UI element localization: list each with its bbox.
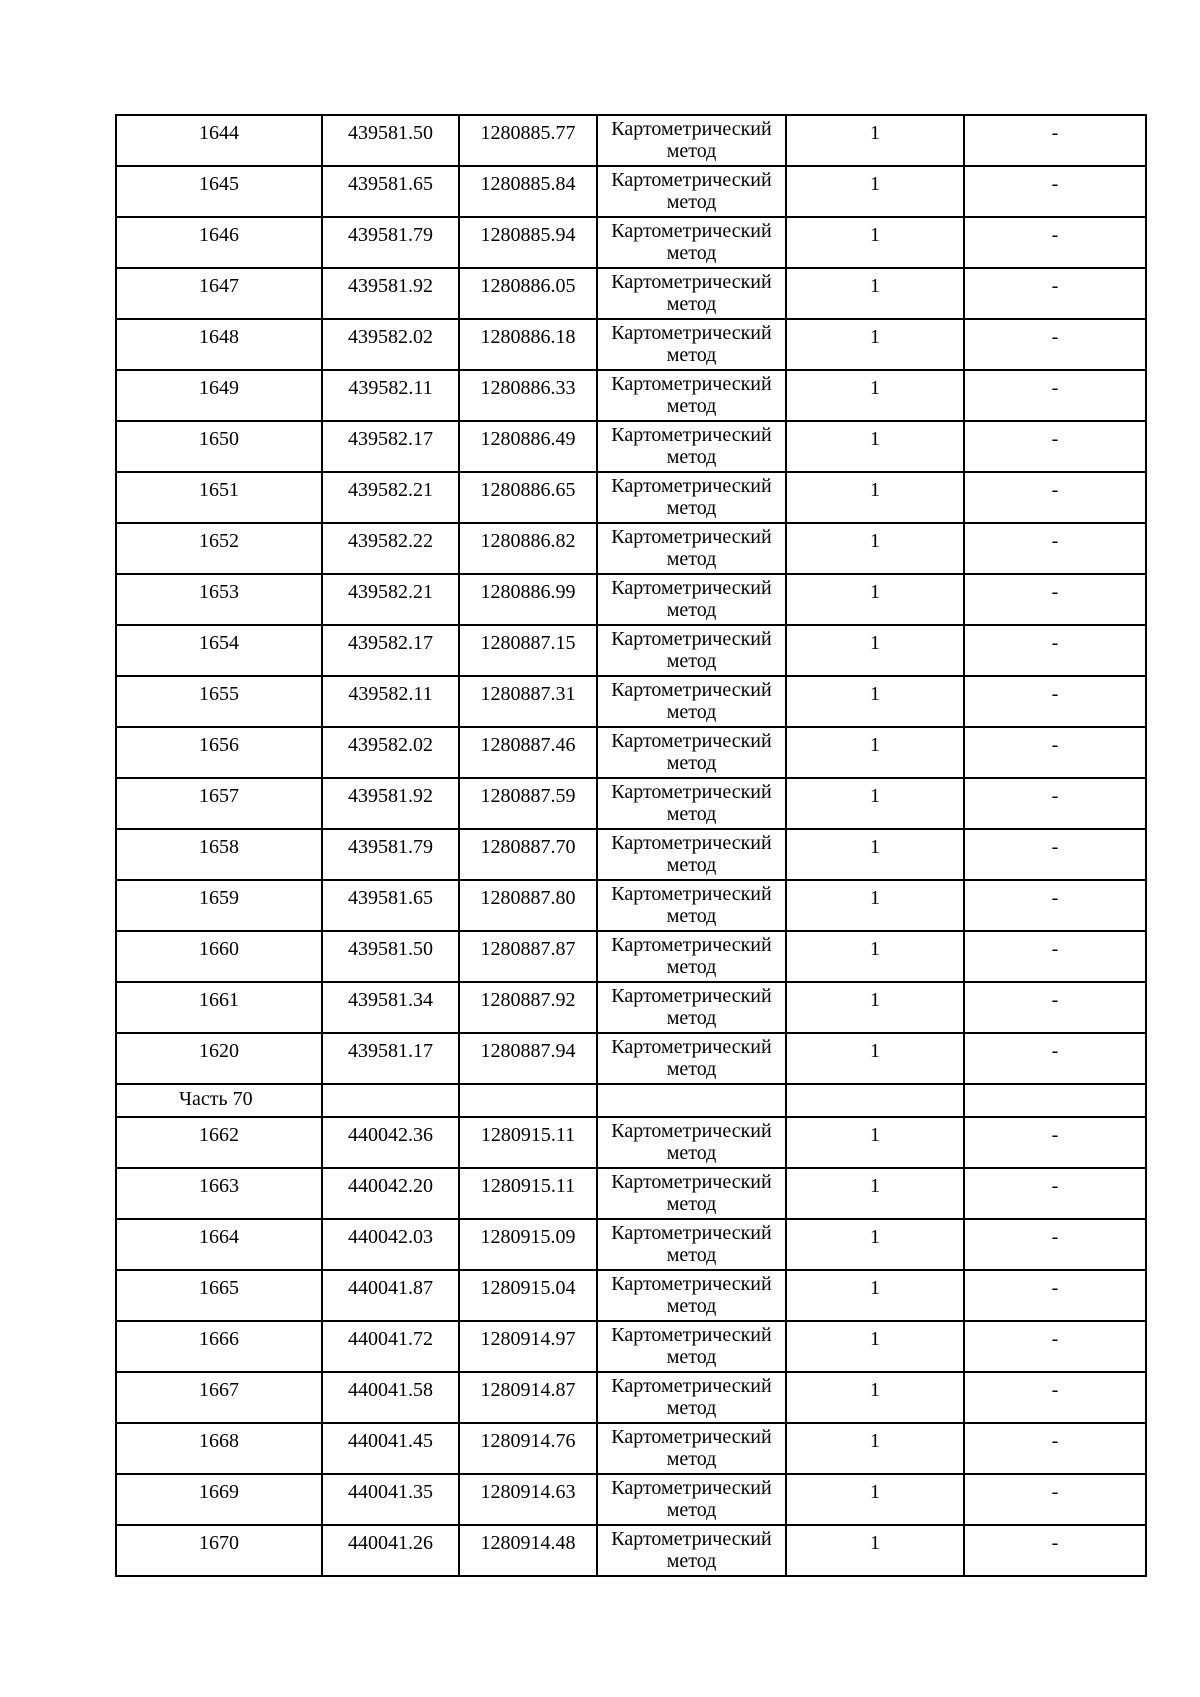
y-coordinate: 1280914.97 [459, 1321, 597, 1372]
method-line2: метод [666, 1193, 717, 1215]
accuracy-value: 1 [786, 268, 964, 319]
note-value: - [964, 421, 1146, 472]
table-row [116, 523, 1146, 574]
method-cell [597, 727, 786, 778]
method-cell [597, 319, 786, 370]
x-coordinate: 440042.03 [322, 1219, 459, 1270]
point-number: 1667 [116, 1372, 322, 1423]
x-coordinate: 439582.17 [322, 421, 459, 472]
method-line1: Картометрический [611, 271, 772, 293]
method-line1: Картометрический [611, 526, 772, 548]
table-row [116, 1321, 1146, 1372]
y-coordinate: 1280885.84 [459, 166, 597, 217]
method-cell [597, 523, 786, 574]
y-coordinate: 1280915.11 [459, 1168, 597, 1219]
method-line2: метод [666, 1448, 717, 1470]
method-cell [597, 625, 786, 676]
empty-cell [964, 1084, 1146, 1117]
accuracy-value: 1 [786, 115, 964, 166]
table-row [116, 1423, 1146, 1474]
accuracy-value: 1 [786, 1270, 964, 1321]
table-row [116, 1372, 1146, 1423]
y-coordinate: 1280914.87 [459, 1372, 597, 1423]
method-line1: Картометрический [611, 424, 772, 446]
method-line1: Картометрический [611, 985, 772, 1007]
note-value: - [964, 1168, 1146, 1219]
table-row [116, 1033, 1146, 1084]
accuracy-value: 1 [786, 1321, 964, 1372]
note-value: - [964, 217, 1146, 268]
method-cell [597, 1321, 786, 1372]
point-number: 1646 [116, 217, 322, 268]
method-cell [597, 421, 786, 472]
point-number: 1668 [116, 1423, 322, 1474]
method-cell [597, 574, 786, 625]
table-row [116, 625, 1146, 676]
method-cell [597, 1423, 786, 1474]
accuracy-value: 1 [786, 421, 964, 472]
note-value: - [964, 727, 1146, 778]
accuracy-value: 1 [786, 880, 964, 931]
method-cell [597, 778, 786, 829]
method-cell [597, 1033, 786, 1084]
table-row [116, 1474, 1146, 1525]
method-cell [597, 1219, 786, 1270]
table-row [116, 727, 1146, 778]
x-coordinate: 439582.02 [322, 319, 459, 370]
method-cell [597, 217, 786, 268]
method-line2: метод [666, 395, 717, 417]
method-line1: Картометрический [611, 832, 772, 854]
accuracy-value: 1 [786, 370, 964, 421]
y-coordinate: 1280914.63 [459, 1474, 597, 1525]
table-row [116, 1117, 1146, 1168]
table-row [116, 931, 1146, 982]
note-value: - [964, 1117, 1146, 1168]
method-cell [597, 472, 786, 523]
table-row [116, 1270, 1146, 1321]
table-row [116, 370, 1146, 421]
note-value: - [964, 1270, 1146, 1321]
method-line1: Картометрический [611, 475, 772, 497]
point-number: 1669 [116, 1474, 322, 1525]
note-value: - [964, 982, 1146, 1033]
y-coordinate: 1280886.82 [459, 523, 597, 574]
note-value: - [964, 370, 1146, 421]
accuracy-value: 1 [786, 931, 964, 982]
note-value: - [964, 931, 1146, 982]
accuracy-value: 1 [786, 1372, 964, 1423]
note-value: - [964, 625, 1146, 676]
table-row [116, 319, 1146, 370]
note-value: - [964, 1423, 1146, 1474]
part-header-row [116, 1084, 1146, 1117]
table-row [116, 421, 1146, 472]
empty-cell [597, 1084, 786, 1117]
method-cell [597, 676, 786, 727]
note-value: - [964, 319, 1146, 370]
method-line1: Картометрический [611, 1273, 772, 1295]
y-coordinate: 1280915.04 [459, 1270, 597, 1321]
x-coordinate: 440041.26 [322, 1525, 459, 1576]
method-line2: метод [666, 497, 717, 519]
point-number: 1659 [116, 880, 322, 931]
method-line1: Картометрический [611, 373, 772, 395]
method-line1: Картометрический [611, 1222, 772, 1244]
x-coordinate: 439582.21 [322, 574, 459, 625]
x-coordinate: 439581.65 [322, 166, 459, 217]
method-line2: метод [666, 1244, 717, 1266]
method-line2: метод [666, 1058, 717, 1080]
accuracy-value: 1 [786, 982, 964, 1033]
method-line1: Картометрический [611, 169, 772, 191]
point-number: 1663 [116, 1168, 322, 1219]
table-row [116, 829, 1146, 880]
table-row [116, 676, 1146, 727]
table-row [116, 268, 1146, 319]
accuracy-value: 1 [786, 727, 964, 778]
method-line1: Картометрический [611, 1426, 772, 1448]
y-coordinate: 1280886.65 [459, 472, 597, 523]
method-line2: метод [666, 344, 717, 366]
method-line2: метод [666, 293, 717, 315]
accuracy-value: 1 [786, 625, 964, 676]
point-number: 1645 [116, 166, 322, 217]
method-line1: Картометрический [611, 577, 772, 599]
point-number: 1652 [116, 523, 322, 574]
x-coordinate: 440041.35 [322, 1474, 459, 1525]
table-row [116, 166, 1146, 217]
accuracy-value: 1 [786, 574, 964, 625]
method-line1: Картометрический [611, 628, 772, 650]
method-line2: метод [666, 599, 717, 621]
point-number: 1647 [116, 268, 322, 319]
y-coordinate: 1280886.33 [459, 370, 597, 421]
method-line1: Картометрический [611, 781, 772, 803]
y-coordinate: 1280887.70 [459, 829, 597, 880]
method-line2: метод [666, 1007, 717, 1029]
note-value: - [964, 1372, 1146, 1423]
y-coordinate: 1280915.11 [459, 1117, 597, 1168]
table-row [116, 217, 1146, 268]
method-line2: метод [666, 752, 717, 774]
note-value: - [964, 880, 1146, 931]
note-value: - [964, 829, 1146, 880]
x-coordinate: 439582.02 [322, 727, 459, 778]
table-row [116, 778, 1146, 829]
method-cell [597, 931, 786, 982]
table-row [116, 115, 1146, 166]
y-coordinate: 1280887.80 [459, 880, 597, 931]
note-value: - [964, 472, 1146, 523]
table-row [116, 1219, 1146, 1270]
accuracy-value: 1 [786, 1474, 964, 1525]
method-line1: Картометрический [611, 220, 772, 242]
x-coordinate: 439581.34 [322, 982, 459, 1033]
accuracy-value: 1 [786, 1117, 964, 1168]
x-coordinate: 439582.22 [322, 523, 459, 574]
accuracy-value: 1 [786, 523, 964, 574]
method-line2: метод [666, 1295, 717, 1317]
y-coordinate: 1280887.15 [459, 625, 597, 676]
method-cell [597, 1168, 786, 1219]
point-number: 1648 [116, 319, 322, 370]
method-line2: метод [666, 1346, 717, 1368]
x-coordinate: 439581.65 [322, 880, 459, 931]
method-line1: Картометрический [611, 1324, 772, 1346]
point-number: 1664 [116, 1219, 322, 1270]
method-cell [597, 829, 786, 880]
method-line1: Картометрический [611, 934, 772, 956]
x-coordinate: 439581.50 [322, 931, 459, 982]
table-row [116, 1525, 1146, 1576]
note-value: - [964, 778, 1146, 829]
method-line2: метод [666, 701, 717, 723]
point-number: 1658 [116, 829, 322, 880]
method-cell [597, 1474, 786, 1525]
note-value: - [964, 1033, 1146, 1084]
y-coordinate: 1280914.48 [459, 1525, 597, 1576]
y-coordinate: 1280887.46 [459, 727, 597, 778]
table-row [116, 982, 1146, 1033]
accuracy-value: 1 [786, 778, 964, 829]
y-coordinate: 1280887.31 [459, 676, 597, 727]
note-value: - [964, 1474, 1146, 1525]
method-line2: метод [666, 905, 717, 927]
method-line2: метод [666, 548, 717, 570]
y-coordinate: 1280886.49 [459, 421, 597, 472]
accuracy-value: 1 [786, 1423, 964, 1474]
point-number: 1670 [116, 1525, 322, 1576]
point-number: 1649 [116, 370, 322, 421]
point-number: 1653 [116, 574, 322, 625]
accuracy-value: 1 [786, 829, 964, 880]
accuracy-value: 1 [786, 472, 964, 523]
method-line1: Картометрический [611, 730, 772, 752]
point-number: 1666 [116, 1321, 322, 1372]
y-coordinate: 1280886.18 [459, 319, 597, 370]
y-coordinate: 1280886.99 [459, 574, 597, 625]
note-value: - [964, 1321, 1146, 1372]
accuracy-value: 1 [786, 166, 964, 217]
method-line2: метод [666, 1550, 717, 1572]
note-value: - [964, 1219, 1146, 1270]
x-coordinate: 439582.11 [322, 676, 459, 727]
y-coordinate: 1280886.05 [459, 268, 597, 319]
method-line1: Картометрический [611, 1477, 772, 1499]
x-coordinate: 439581.79 [322, 829, 459, 880]
method-line1: Картометрический [611, 322, 772, 344]
x-coordinate: 440042.20 [322, 1168, 459, 1219]
y-coordinate: 1280887.92 [459, 982, 597, 1033]
point-number: 1661 [116, 982, 322, 1033]
table-body [116, 115, 1146, 1576]
method-line2: метод [666, 446, 717, 468]
method-line2: метод [666, 191, 717, 213]
method-cell [597, 982, 786, 1033]
method-line1: Картометрический [611, 883, 772, 905]
accuracy-value: 1 [786, 1168, 964, 1219]
method-cell [597, 1270, 786, 1321]
method-line1: Картометрический [611, 1036, 772, 1058]
note-value: - [964, 523, 1146, 574]
x-coordinate: 439581.92 [322, 268, 459, 319]
method-line2: метод [666, 140, 717, 162]
table-row [116, 1168, 1146, 1219]
method-line2: метод [666, 1499, 717, 1521]
point-number: 1665 [116, 1270, 322, 1321]
method-line2: метод [666, 242, 717, 264]
note-value: - [964, 676, 1146, 727]
method-line2: метод [666, 1397, 717, 1419]
point-number: 1651 [116, 472, 322, 523]
accuracy-value: 1 [786, 1525, 964, 1576]
y-coordinate: 1280885.77 [459, 115, 597, 166]
point-number: 1660 [116, 931, 322, 982]
accuracy-value: 1 [786, 319, 964, 370]
y-coordinate: 1280914.76 [459, 1423, 597, 1474]
y-coordinate: 1280915.09 [459, 1219, 597, 1270]
x-coordinate: 439582.17 [322, 625, 459, 676]
method-cell [597, 880, 786, 931]
method-line1: Картометрический [611, 1171, 772, 1193]
accuracy-value: 1 [786, 676, 964, 727]
method-line2: метод [666, 1142, 717, 1164]
x-coordinate: 440041.72 [322, 1321, 459, 1372]
point-number: 1655 [116, 676, 322, 727]
x-coordinate: 439582.21 [322, 472, 459, 523]
x-coordinate: 440041.58 [322, 1372, 459, 1423]
method-cell [597, 1372, 786, 1423]
note-value: - [964, 574, 1146, 625]
method-line1: Картометрический [611, 118, 772, 140]
point-number: 1656 [116, 727, 322, 778]
method-cell [597, 166, 786, 217]
empty-cell [786, 1084, 964, 1117]
y-coordinate: 1280885.94 [459, 217, 597, 268]
method-line2: метод [666, 854, 717, 876]
method-cell [597, 370, 786, 421]
y-coordinate: 1280887.94 [459, 1033, 597, 1084]
point-number: 1644 [116, 115, 322, 166]
x-coordinate: 440041.87 [322, 1270, 459, 1321]
x-coordinate: 440041.45 [322, 1423, 459, 1474]
point-number: 1654 [116, 625, 322, 676]
coordinates-table [115, 114, 1147, 1577]
point-number: 1657 [116, 778, 322, 829]
method-line2: метод [666, 650, 717, 672]
table-row [116, 472, 1146, 523]
note-value: - [964, 268, 1146, 319]
table-row [116, 880, 1146, 931]
accuracy-value: 1 [786, 217, 964, 268]
x-coordinate: 439582.11 [322, 370, 459, 421]
x-coordinate: 440042.36 [322, 1117, 459, 1168]
x-coordinate: 439581.50 [322, 115, 459, 166]
method-cell [597, 268, 786, 319]
note-value: - [964, 1525, 1146, 1576]
method-line2: метод [666, 803, 717, 825]
method-cell [597, 1525, 786, 1576]
part-label: Часть 70 [116, 1084, 322, 1117]
accuracy-value: 1 [786, 1033, 964, 1084]
note-value: - [964, 166, 1146, 217]
accuracy-value: 1 [786, 1219, 964, 1270]
x-coordinate: 439581.79 [322, 217, 459, 268]
point-number: 1650 [116, 421, 322, 472]
y-coordinate: 1280887.59 [459, 778, 597, 829]
x-coordinate: 439581.92 [322, 778, 459, 829]
method-cell [597, 1117, 786, 1168]
method-line1: Картометрический [611, 1120, 772, 1142]
table-row [116, 574, 1146, 625]
empty-cell [459, 1084, 597, 1117]
method-cell [597, 115, 786, 166]
point-number: 1620 [116, 1033, 322, 1084]
y-coordinate: 1280887.87 [459, 931, 597, 982]
method-line1: Картометрический [611, 1375, 772, 1397]
method-line2: метод [666, 956, 717, 978]
point-number: 1662 [116, 1117, 322, 1168]
x-coordinate: 439581.17 [322, 1033, 459, 1084]
note-value: - [964, 115, 1146, 166]
empty-cell [322, 1084, 459, 1117]
method-line1: Картометрический [611, 1528, 772, 1550]
method-line1: Картометрический [611, 679, 772, 701]
